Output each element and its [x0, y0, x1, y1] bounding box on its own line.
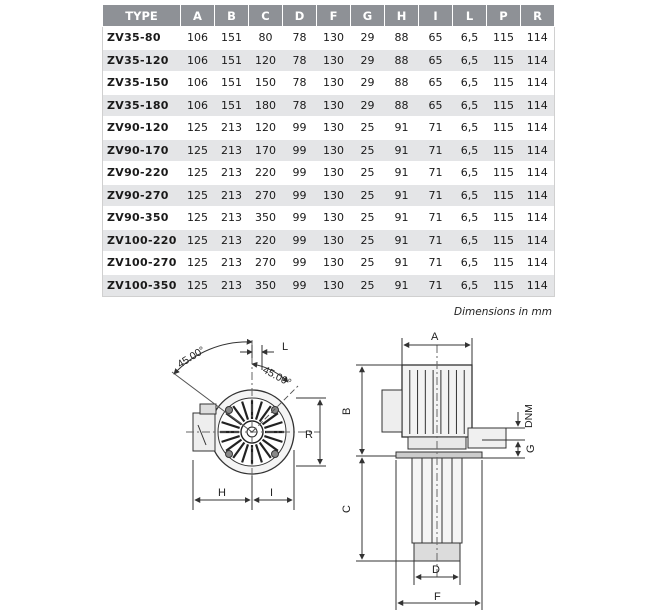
- value-cell: 114: [521, 274, 555, 297]
- value-cell: 130: [317, 139, 351, 162]
- value-cell: 25: [351, 184, 385, 207]
- value-cell: 114: [521, 27, 555, 50]
- value-cell: 115: [487, 49, 521, 72]
- value-cell: 6,5: [453, 229, 487, 252]
- value-cell: 71: [419, 207, 453, 230]
- column-header: H: [385, 5, 419, 27]
- value-cell: 78: [283, 94, 317, 117]
- value-cell: 213: [215, 229, 249, 252]
- value-cell: 130: [317, 49, 351, 72]
- value-cell: 6,5: [453, 207, 487, 230]
- type-cell: ZV90-350: [103, 207, 181, 230]
- value-cell: 71: [419, 139, 453, 162]
- value-cell: 115: [487, 117, 521, 140]
- value-cell: 114: [521, 207, 555, 230]
- value-cell: 91: [385, 274, 419, 297]
- dim-label-A: A: [431, 331, 439, 343]
- table-row: [103, 27, 555, 50]
- value-cell: 6,5: [453, 162, 487, 185]
- table-row: [103, 252, 555, 275]
- value-cell: 114: [521, 117, 555, 140]
- value-cell: 151: [215, 72, 249, 95]
- value-cell: 180: [249, 94, 283, 117]
- value-cell: 99: [283, 117, 317, 140]
- value-cell: 114: [521, 49, 555, 72]
- value-cell: 114: [521, 229, 555, 252]
- value-cell: 115: [487, 274, 521, 297]
- value-cell: 114: [521, 252, 555, 275]
- value-cell: 78: [283, 27, 317, 50]
- value-cell: 91: [385, 139, 419, 162]
- value-cell: 25: [351, 162, 385, 185]
- value-cell: 99: [283, 207, 317, 230]
- value-cell: 6,5: [453, 139, 487, 162]
- value-cell: 130: [317, 274, 351, 297]
- value-cell: 88: [385, 27, 419, 50]
- column-header: D: [283, 5, 317, 27]
- table-row: [103, 274, 555, 297]
- column-header: F: [317, 5, 351, 27]
- dim-label-G: G: [525, 444, 537, 453]
- value-cell: 125: [181, 117, 215, 140]
- value-cell: 99: [283, 252, 317, 275]
- type-cell: ZV100-350: [103, 274, 181, 297]
- type-cell: ZV35-80: [103, 27, 181, 50]
- header-row: [103, 5, 555, 27]
- value-cell: 71: [419, 252, 453, 275]
- value-cell: 106: [181, 49, 215, 72]
- type-cell: ZV90-120: [103, 117, 181, 140]
- value-cell: 130: [317, 162, 351, 185]
- value-cell: 151: [215, 94, 249, 117]
- value-cell: 88: [385, 49, 419, 72]
- value-cell: 213: [215, 207, 249, 230]
- angle-outer-label: 45.00°: [175, 344, 208, 371]
- column-header: C: [249, 5, 283, 27]
- value-cell: 114: [521, 184, 555, 207]
- value-cell: 6,5: [453, 72, 487, 95]
- value-cell: 115: [487, 184, 521, 207]
- value-cell: 115: [487, 229, 521, 252]
- value-cell: 151: [215, 49, 249, 72]
- value-cell: 270: [249, 184, 283, 207]
- value-cell: 213: [215, 274, 249, 297]
- value-cell: 71: [419, 274, 453, 297]
- value-cell: 71: [419, 229, 453, 252]
- type-cell: ZV100-220: [103, 229, 181, 252]
- value-cell: 130: [317, 229, 351, 252]
- table-header: [103, 5, 555, 27]
- value-cell: 115: [487, 252, 521, 275]
- value-cell: 125: [181, 139, 215, 162]
- value-cell: 6,5: [453, 49, 487, 72]
- value-cell: 213: [215, 252, 249, 275]
- value-cell: 115: [487, 139, 521, 162]
- value-cell: 115: [487, 72, 521, 95]
- value-cell: 350: [249, 207, 283, 230]
- table-row: [103, 229, 555, 252]
- value-cell: 99: [283, 229, 317, 252]
- value-cell: 6,5: [453, 252, 487, 275]
- value-cell: 6,5: [453, 274, 487, 297]
- value-cell: 125: [181, 162, 215, 185]
- value-cell: 125: [181, 229, 215, 252]
- value-cell: 130: [317, 252, 351, 275]
- dim-label-D: D: [432, 564, 440, 576]
- value-cell: 29: [351, 72, 385, 95]
- value-cell: 115: [487, 162, 521, 185]
- value-cell: 25: [351, 139, 385, 162]
- value-cell: 213: [215, 139, 249, 162]
- value-cell: 99: [283, 274, 317, 297]
- value-cell: 130: [317, 184, 351, 207]
- value-cell: 130: [317, 207, 351, 230]
- value-cell: 6,5: [453, 184, 487, 207]
- dim-label-F: F: [434, 591, 441, 603]
- value-cell: 213: [215, 184, 249, 207]
- value-cell: 71: [419, 184, 453, 207]
- value-cell: 125: [181, 207, 215, 230]
- column-header: G: [351, 5, 385, 27]
- table-row: [103, 162, 555, 185]
- value-cell: 115: [487, 94, 521, 117]
- value-cell: 130: [317, 27, 351, 50]
- value-cell: 99: [283, 139, 317, 162]
- value-cell: 170: [249, 139, 283, 162]
- value-cell: 130: [317, 117, 351, 140]
- dim-label-B: B: [341, 407, 353, 415]
- value-cell: 213: [215, 117, 249, 140]
- dim-label-I: I: [270, 487, 274, 499]
- value-cell: 78: [283, 49, 317, 72]
- value-cell: 106: [181, 94, 215, 117]
- value-cell: 114: [521, 94, 555, 117]
- value-cell: 125: [181, 184, 215, 207]
- value-cell: 25: [351, 229, 385, 252]
- table-row: [103, 184, 555, 207]
- table-row: [103, 207, 555, 230]
- value-cell: 91: [385, 252, 419, 275]
- value-cell: 6,5: [453, 94, 487, 117]
- type-cell: ZV35-180: [103, 94, 181, 117]
- value-cell: 65: [419, 72, 453, 95]
- value-cell: 115: [487, 27, 521, 50]
- type-cell: ZV35-120: [103, 49, 181, 72]
- value-cell: 6,5: [453, 27, 487, 50]
- value-cell: 125: [181, 274, 215, 297]
- value-cell: 71: [419, 162, 453, 185]
- dim-label-H: H: [218, 487, 226, 499]
- table-body: [103, 27, 555, 297]
- value-cell: 99: [283, 162, 317, 185]
- value-cell: 91: [385, 162, 419, 185]
- value-cell: 151: [215, 27, 249, 50]
- value-cell: 65: [419, 49, 453, 72]
- table-row: [103, 72, 555, 95]
- type-cell: ZV90-220: [103, 162, 181, 185]
- angle-inner-label: 45.00°: [260, 364, 294, 389]
- value-cell: 91: [385, 117, 419, 140]
- type-cell: ZV100-270: [103, 252, 181, 275]
- value-cell: 115: [487, 207, 521, 230]
- column-header: TYPE: [103, 5, 181, 27]
- column-header: I: [419, 5, 453, 27]
- dimensions-table: [102, 4, 555, 297]
- value-cell: 71: [419, 117, 453, 140]
- value-cell: 25: [351, 274, 385, 297]
- type-cell: ZV90-170: [103, 139, 181, 162]
- column-header: P: [487, 5, 521, 27]
- value-cell: 106: [181, 27, 215, 50]
- value-cell: 220: [249, 229, 283, 252]
- value-cell: 150: [249, 72, 283, 95]
- dim-label-DNM: DNM: [523, 404, 535, 428]
- table-row: [103, 117, 555, 140]
- value-cell: 6,5: [453, 117, 487, 140]
- value-cell: 88: [385, 72, 419, 95]
- value-cell: 29: [351, 94, 385, 117]
- value-cell: 91: [385, 229, 419, 252]
- value-cell: 114: [521, 139, 555, 162]
- type-cell: ZV35-150: [103, 72, 181, 95]
- value-cell: 130: [317, 72, 351, 95]
- value-cell: 91: [385, 207, 419, 230]
- value-cell: 114: [521, 72, 555, 95]
- value-cell: 91: [385, 184, 419, 207]
- value-cell: 120: [249, 49, 283, 72]
- dim-label-C: C: [341, 505, 353, 513]
- value-cell: 114: [521, 162, 555, 185]
- value-cell: 29: [351, 49, 385, 72]
- value-cell: 213: [215, 162, 249, 185]
- technical-drawings: [0, 320, 668, 615]
- side-view-drawing: [356, 338, 525, 610]
- value-cell: 350: [249, 274, 283, 297]
- type-cell: ZV90-270: [103, 184, 181, 207]
- column-header: R: [521, 5, 555, 27]
- value-cell: 106: [181, 72, 215, 95]
- value-cell: 125: [181, 252, 215, 275]
- value-cell: 88: [385, 94, 419, 117]
- table-row: [103, 139, 555, 162]
- value-cell: 130: [317, 94, 351, 117]
- value-cell: 65: [419, 94, 453, 117]
- value-cell: 80: [249, 27, 283, 50]
- value-cell: 220: [249, 162, 283, 185]
- value-cell: 25: [351, 252, 385, 275]
- top-view-drawing: [172, 340, 326, 510]
- column-header: B: [215, 5, 249, 27]
- value-cell: 78: [283, 72, 317, 95]
- dim-label-L: L: [282, 341, 289, 353]
- value-cell: 25: [351, 207, 385, 230]
- column-header: L: [453, 5, 487, 27]
- column-header: A: [181, 5, 215, 27]
- value-cell: 99: [283, 184, 317, 207]
- value-cell: 65: [419, 27, 453, 50]
- dimensions-note: Dimensions in mm: [454, 306, 552, 318]
- value-cell: 29: [351, 27, 385, 50]
- dim-label-R: R: [305, 429, 313, 441]
- table-row: [103, 49, 555, 72]
- table-row: [103, 94, 555, 117]
- value-cell: 25: [351, 117, 385, 140]
- value-cell: 270: [249, 252, 283, 275]
- value-cell: 120: [249, 117, 283, 140]
